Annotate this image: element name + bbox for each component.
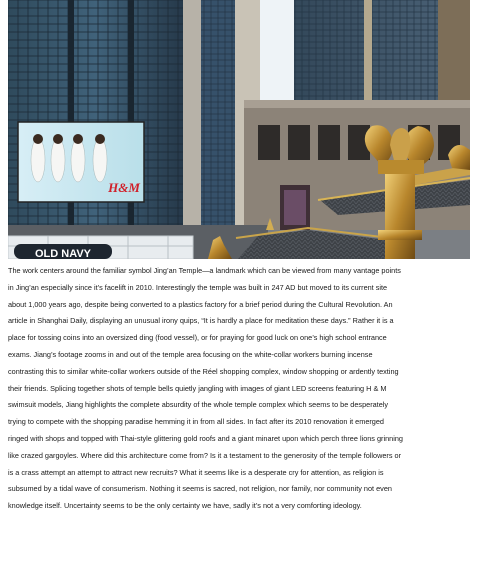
text-line: their friends. Splicing together shots of temple bells quietly jangling with images of giant LED screens featuring H & M: [8, 383, 387, 393]
text-line: ringed with shops and topped with Thai-style glittering gold roofs and a giant minaret upon which perch three lions grinning: [8, 433, 403, 443]
text-line: like crazed gargoyles. Where did this architecture come from? Is it a testament to the generosity of the temple followers or: [8, 450, 401, 460]
temple-photo: [8, 0, 470, 259]
text-line: trying to compete with the shopping paradise hemming it in from all sides. In fact after its 2010 renovation it emerged: [8, 417, 384, 427]
text-line: knowledge itself. Uncertainty seems to be the only certainty we have, sadly it’s not a very comforting ideology.: [8, 501, 362, 511]
text-line: The work centers around the familiar symbol Jing’an Temple—a landmark which can be viewed from many vantage points: [8, 266, 401, 275]
text-line: exams. Jiang’s footage zooms in and out of the temple area focusing on the white-collar workers burning incense: [8, 349, 373, 359]
text-line: about 1,000 years ago, despite being converted to a plastics factory for a brief period during the Cultural Revolution. An: [8, 299, 393, 309]
text-line: place for tossing coins into an oversized ding (food vessel), or for praying for good luck on one’s high school entrance: [8, 333, 387, 343]
text-line: swimsuit models, Jiang highlights the complete absurdity of the whole temple complex which seems to be desperately: [8, 400, 389, 410]
text-line: contrasting this to similar white-collar workers outside of the Réel shopping complex, window shopping or ardently texting: [8, 366, 399, 376]
billboard-logo: H&M: [108, 180, 140, 195]
store-sign: OLD NAVY: [34, 248, 92, 259]
text-line: in Jing’an especially since it’s facelift in 2010. Interestingly the temple was built in 247 AD but moved to its current site: [8, 282, 388, 292]
article-body: [8, 263, 474, 515]
text-line: is a crass attempt an attempt to attract new recruits? What it seems like is a desperate cry for attention, as religion is: [8, 467, 384, 477]
text-line: subsumed by a tidal wave of consumerism. Nothing it seems is sacred, not religion, nor family, nor community not even: [8, 484, 392, 494]
text-line: article in Shanghai Daily, displaying an unusual irony quips, “It is hardly a place for meditation these days.” Rather it is a: [8, 316, 394, 326]
